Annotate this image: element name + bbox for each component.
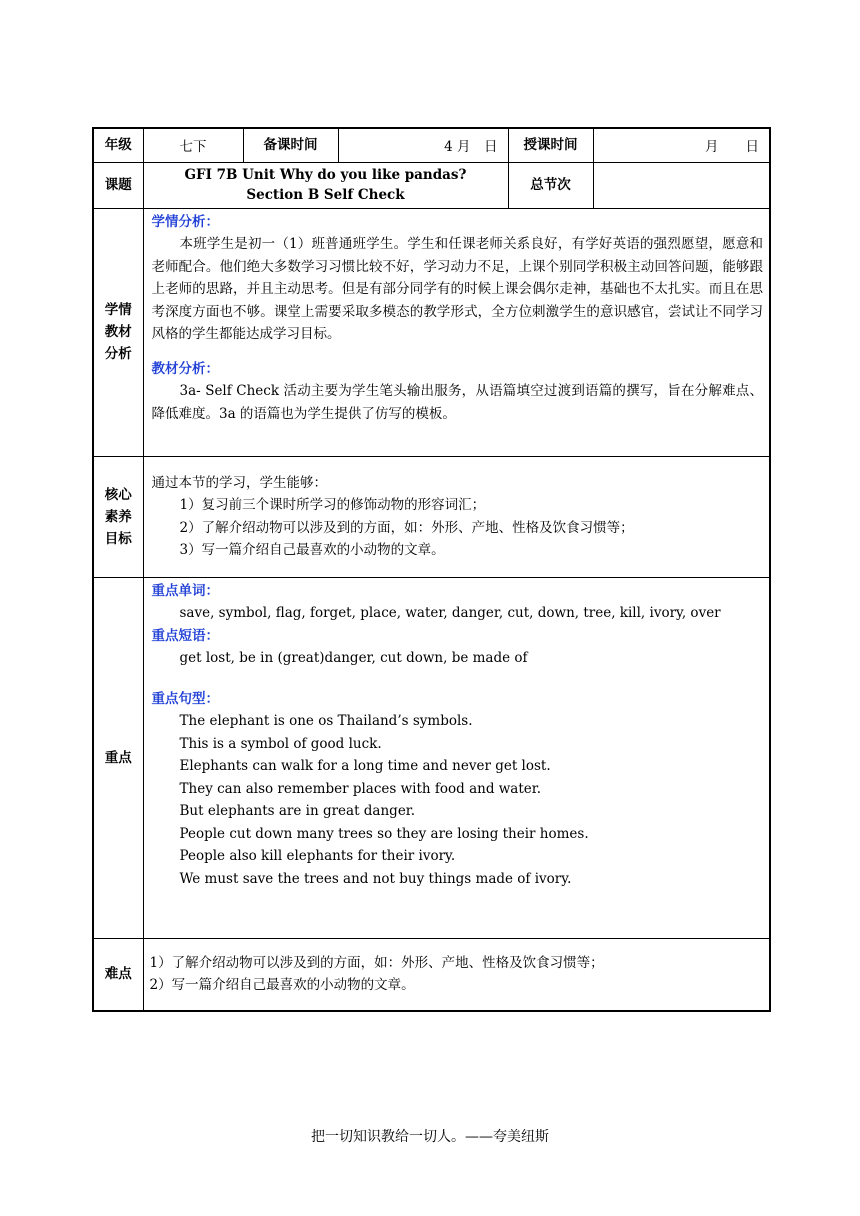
key-points-label: 重点 [93,577,143,938]
goals-intro: 通过本节的学习，学生能够： [151,474,327,491]
difficulties-content [143,938,770,1011]
total-sessions-label: 总节次 [508,162,593,208]
total-sessions-value [593,162,770,208]
material-analysis-text: 3a- Self Check 活动主要为学生笔头输出服务，从语篇填空过渡到语篇的撰写，旨在分解难点、降低难度。3a 的语篇也为学生提供了仿写的模板。 [151,383,763,422]
footer-quote: 把一切知识教给一切人。——夸美纽斯 [311,1129,549,1145]
header-row [93,128,770,162]
topic-title-line1: GFI 7B Unit Why do you like pandas? [184,167,467,183]
key-sentence: People cut down many trees so they are losing their homes. [179,825,589,842]
analysis-label: 学情 教材 分析 [93,208,143,456]
key-points-content [143,577,770,938]
difficulty-item: 1）了解介绍动物可以涉及到的方面，如：外形、产地、性格及饮食习惯等； [149,954,604,971]
teach-time-value: 月 日 [593,128,770,162]
goal-item: 2）了解介绍动物可以涉及到的方面，如：外形、产地、性格及饮食习惯等； [179,519,634,536]
teach-time-label: 授课时间 [508,128,593,162]
key-points-row [93,577,770,938]
lesson-plan-table [92,127,771,1012]
goals-content [143,456,770,577]
prep-time-value: 4 月 日 [338,128,508,162]
key-sentence: They can also remember places with food and water. [179,780,542,797]
difficulty-item: 2）写一篇介绍自己最喜欢的小动物的文章。 [149,977,415,994]
key-sentence: We must save the trees and not buy things made of ivory. [179,870,572,887]
student-analysis-text: 本班学生是初一（1）班普通班学生。学生和任课老师关系良好，有学好英语的强烈愿望，愿意和老师配合。他们绝大多数学习习惯比较不好，学习动力不足，上课个别同学积极主动回答问题，能够跟上老师的思路，并且主动思考。但是有部分同学有的时候上课会偶尔走神，基础也不太扎实。而且在思考深度方面也不够。课堂上需要采取多模态的教学形式，全方位刺激学生的意识感官，尝试让不同学习风格的学生都能达成学习目标。 [151,236,763,342]
topic-title [143,162,508,208]
prep-time-label: 备课时间 [243,128,338,162]
goals-row [93,456,770,577]
topic-label: 课题 [93,162,143,208]
key-sentence: People also kill elephants for their ivory. [179,848,456,864]
difficulties-label: 难点 [93,938,143,1011]
goals-label: 核心 素养 目标 [93,456,143,577]
key-phrases-heading: 重点短语： [151,627,219,644]
analysis-content [143,208,770,456]
grade-value: 七下 [143,128,243,162]
key-words-heading: 重点单词： [151,582,219,599]
topic-title-line2: Section B Self Check [246,187,405,203]
material-analysis-heading: 教材分析： [151,360,219,377]
goal-item: 1）复习前三个课时所学习的修饰动物的形容词汇； [179,497,486,513]
key-words: save, symbol, flag, forget, place, water, danger, cut, down, tree, kill, ivory, over [179,605,721,621]
topic-row [93,162,770,208]
student-analysis-heading: 学情分析： [151,213,219,230]
key-sentence: Elephants can walk for a long time and never get lost. [179,758,551,774]
key-sentence: The elephant is one os Thailand’s symbols. [179,713,473,729]
goal-item: 3）写一篇介绍自己最喜欢的小动物的文章。 [179,542,445,558]
key-sentence: This is a symbol of good luck. [179,735,382,752]
key-sentence: But elephants are in great danger. [179,803,416,819]
grade-label: 年级 [93,128,143,162]
key-phrases: get lost, be in (great)danger, cut down, be made of [179,650,528,666]
key-sentences-heading: 重点句型： [151,690,219,707]
analysis-row [93,208,770,456]
difficulties-row [93,938,770,1011]
